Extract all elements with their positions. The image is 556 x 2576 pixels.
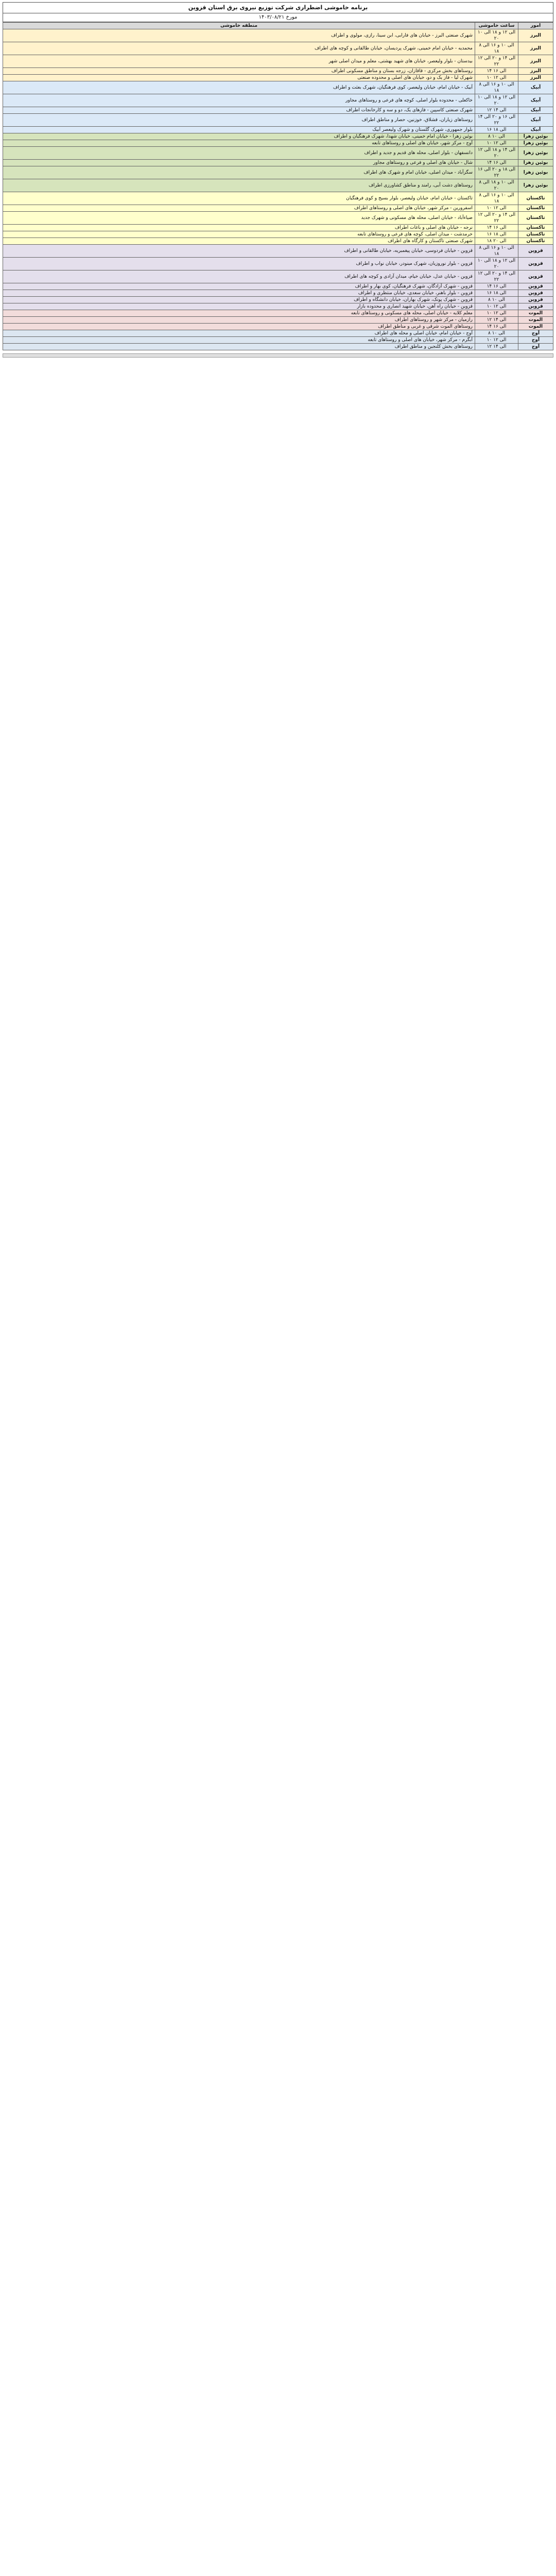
column-header-area: منطقه خاموشی [3, 23, 475, 29]
outage-area-cell: قزوین - شهرک آزادگان، شهرک فرهنگیان، کوی بهار و اطراف [3, 283, 475, 290]
table-row [3, 283, 553, 290]
city-cell: آوج [518, 344, 553, 350]
table-row [3, 147, 553, 160]
city-cell: البرز [518, 55, 553, 68]
city-cell: آبیک [518, 127, 553, 133]
city-cell: بوئین زهرا [518, 133, 553, 140]
table-row [3, 212, 553, 225]
outage-time-cell: ۱۶ الی ۱۸ [475, 290, 518, 297]
table-row [3, 297, 553, 303]
outage-area-cell: ضیاءآباد - خیابان اصلی، محله های مسکونی و شهرک جدید [3, 212, 475, 225]
outage-time-cell: ۱۰ الی ۱۲ و ۱۸ الی ۲۰ [475, 258, 518, 270]
outage-time-cell: ۱۴ الی ۱۶ [475, 283, 518, 290]
table-row [3, 81, 553, 94]
outage-area-cell: بلوار جمهوری، شهرک گلستان و شهرک ولیعصر آبیک [3, 127, 475, 133]
city-cell: آبیک [518, 81, 553, 94]
outage-time-cell: ۱۴ الی ۱۶ [475, 68, 518, 75]
outage-time-cell: ۱۰ الی ۱۲ [475, 310, 518, 317]
outage-time-cell: ۸ الی ۱۰ و ۱۶ الی ۱۸ [475, 42, 518, 55]
outage-area-cell: خاکعلی - محدوده بلوار اصلی، کوچه های فرعی و روستاهای مجاور [3, 94, 475, 107]
table-row [3, 55, 553, 68]
outage-area-cell: تاکستان - خیابان امام، خیابان ولیعصر، بلوار بسیج و کوی فرهنگیان [3, 192, 475, 205]
table-row [3, 192, 553, 205]
table-row [3, 245, 553, 258]
outage-area-cell: معلم کلایه - خیابان اصلی، محله های مسکونی و روستاهای تابعه [3, 310, 475, 317]
outage-time-cell: ۱۶ الی ۱۸ [475, 127, 518, 133]
outage-time-cell: ۱۲ الی ۱۴ و ۱۸ الی ۲۰ [475, 147, 518, 160]
outage-table [3, 22, 553, 350]
city-cell: الموت [518, 324, 553, 330]
city-cell: بوئین زهرا [518, 140, 553, 147]
city-cell: تاکستان [518, 205, 553, 212]
outage-time-cell: ۸ الی ۱۰ و ۱۶ الی ۱۸ [475, 245, 518, 258]
city-cell: آبیک [518, 94, 553, 107]
outage-area-cell: آوج - خیابان امام، خیابان اصلی و محله های اطراف [3, 330, 475, 337]
table-row [3, 75, 553, 81]
table-body [3, 29, 553, 350]
city-cell: بوئین زهرا [518, 166, 553, 179]
table-row [3, 205, 553, 212]
city-cell: قزوین [518, 303, 553, 310]
outage-area-cell: شهرک صنعتی تاکستان و کارگاه های اطراف [3, 238, 475, 245]
outage-area-cell: روستاهای بخش مرکزی - قاقازان، زرجه بستان و مناطق مسکونی اطراف [3, 68, 475, 75]
footer-strip [3, 353, 553, 358]
outage-time-cell: ۸ الی ۱۰ و ۱۸ الی ۲۰ [475, 179, 518, 192]
city-cell: آوج [518, 337, 553, 344]
outage-time-cell: ۱۲ الی ۱۴ و ۲۰ الی ۲۲ [475, 55, 518, 68]
table-row [3, 160, 553, 166]
outage-time-cell: ۸ الی ۱۰ [475, 297, 518, 303]
city-cell: البرز [518, 68, 553, 75]
outage-time-cell: ۱۴ الی ۱۶ [475, 160, 518, 166]
table-row [3, 238, 553, 245]
outage-area-cell: بوئین زهرا - خیابان امام خمینی، خیابان شهدا، شهرک فرهنگیان و اطراف [3, 133, 475, 140]
city-cell: البرز [518, 29, 553, 42]
outage-time-cell: ۱۴ الی ۱۶ [475, 225, 518, 231]
city-cell: تاکستان [518, 212, 553, 225]
schedule-date: مورخ ۱۴۰۳/۰۸/۲۱ [3, 13, 553, 22]
table-row [3, 270, 553, 283]
schedule-sheet [3, 0, 553, 361]
outage-area-cell: رازمیان - مرکز شهر و روستاهای اطراف [3, 317, 475, 324]
column-header-city: امور [518, 23, 553, 29]
table-row [3, 225, 553, 231]
table-row [3, 330, 553, 337]
table-row [3, 290, 553, 297]
outage-area-cell: قزوین - خیابان راه آهن، خیابان شهید انصاری و محدوده بازار [3, 303, 475, 310]
table-row [3, 324, 553, 330]
outage-time-cell: ۱۶ الی ۱۸ [475, 231, 518, 238]
outage-area-cell: قزوین - خیابان فردوسی، خیابان پیغمبریه، خیابان طالقانی و اطراف [3, 245, 475, 258]
outage-time-cell: ۸ الی ۱۰ [475, 330, 518, 337]
table-row [3, 317, 553, 324]
outage-area-cell: بیدستان - بلوار ولیعصر، خیابان های شهید بهشتی، معلم و میدان اصلی شهر [3, 55, 475, 68]
outage-time-cell: ۱۰ الی ۱۲ [475, 75, 518, 81]
outage-area-cell: شهرک صنعتی البرز - خیابان های فارابی، ابن سینا، رازی، مولوی و اطراف [3, 29, 475, 42]
city-cell: قزوین [518, 245, 553, 258]
city-cell: بوئین زهرا [518, 179, 553, 192]
outage-time-cell: ۱۴ الی ۱۶ و ۲۰ الی ۲۲ [475, 114, 518, 127]
outage-time-cell: ۱۲ الی ۱۴ [475, 107, 518, 114]
outage-time-cell: ۱۲ الی ۱۴ و ۲۰ الی ۲۲ [475, 212, 518, 225]
table-row [3, 166, 553, 179]
city-cell: الموت [518, 317, 553, 324]
table-row [3, 29, 553, 42]
table-row [3, 258, 553, 270]
outage-area-cell: روستاهای الموت شرقی و غربی و مناطق اطراف [3, 324, 475, 330]
outage-time-cell: ۱۲ الی ۱۴ و ۲۰ الی ۲۲ [475, 270, 518, 283]
city-cell: بوئین زهرا [518, 147, 553, 160]
outage-area-cell: شال - خیابان های اصلی و فرعی و روستاهای مجاور [3, 160, 475, 166]
outage-area-cell: آبیک - خیابان امام، خیابان ولیعصر، کوی فرهنگیان، شهرک بعثت و اطراف [3, 81, 475, 94]
outage-area-cell: خرمدشت - میدان اصلی، کوچه های فرعی و روستاهای تابعه [3, 231, 475, 238]
table-row [3, 127, 553, 133]
outage-area-cell: روستاهای زیاران، قشلاق، خوزنین، حصار و مناطق اطراف [3, 114, 475, 127]
outage-time-cell: ۱۰ الی ۱۲ و ۱۸ الی ۲۰ [475, 29, 518, 42]
column-header-time: ساعت خاموشی [475, 23, 518, 29]
city-cell: بوئین زهرا [518, 160, 553, 166]
outage-area-cell: دانسفهان - بلوار اصلی، محله های قدیم و جدید و اطراف [3, 147, 475, 160]
table-row [3, 42, 553, 55]
table-header-row [3, 23, 553, 29]
city-cell: آوج [518, 330, 553, 337]
outage-area-cell: شهرک صنعتی کاسپین - فازهای یک، دو و سه و کارخانجات اطراف [3, 107, 475, 114]
outage-area-cell: محمدیه - خیابان امام خمینی، شهرک پردیسان، خیابان طالقانی و کوچه های اطراف [3, 42, 475, 55]
outage-area-cell: اسفرورین - مرکز شهر، خیابان های اصلی و روستاهای اطراف [3, 205, 475, 212]
outage-area-cell: آبگرم - مرکز شهر، خیابان های اصلی و روستاهای تابعه [3, 337, 475, 344]
outage-time-cell: ۱۰ الی ۱۲ [475, 303, 518, 310]
table-row [3, 107, 553, 114]
table-row [3, 344, 553, 350]
table-row [3, 94, 553, 107]
outage-time-cell: ۱۰ الی ۱۲ و ۱۸ الی ۲۰ [475, 94, 518, 107]
city-cell: قزوین [518, 297, 553, 303]
table-row [3, 68, 553, 75]
city-cell: قزوین [518, 258, 553, 270]
outage-time-cell: ۱۴ الی ۱۶ [475, 324, 518, 330]
outage-area-cell: قزوین - بلوار نوروزیان، شهرک مینودر، خیابان نواب و اطراف [3, 258, 475, 270]
outage-area-cell: نرجه - خیابان های اصلی و باغات اطراف [3, 225, 475, 231]
table-row [3, 114, 553, 127]
outage-area-cell: روستاهای دشت آبی، رامند و مناطق کشاورزی اطراف [3, 179, 475, 192]
schedule-title: برنامه خاموشی اضطراری شرکت توزیع نیروی برق استان قزوین [3, 2, 553, 13]
city-cell: تاکستان [518, 238, 553, 245]
outage-area-cell: شهرک لیا - فاز یک و دو، خیابان های اصلی و محدوده صنعتی [3, 75, 475, 81]
outage-time-cell: ۱۰ الی ۱۲ [475, 337, 518, 344]
city-cell: قزوین [518, 270, 553, 283]
outage-time-cell: ۸ الی ۱۰ و ۱۶ الی ۱۸ [475, 192, 518, 205]
city-cell: آبیک [518, 107, 553, 114]
outage-time-cell: ۱۰ الی ۱۲ [475, 140, 518, 147]
city-cell: البرز [518, 75, 553, 81]
outage-time-cell: ۱۲ الی ۱۴ [475, 317, 518, 324]
outage-time-cell: ۸ الی ۱۰ [475, 133, 518, 140]
city-cell: تاکستان [518, 225, 553, 231]
outage-time-cell: ۱۸ الی ۲۰ [475, 238, 518, 245]
table-row [3, 179, 553, 192]
table-row [3, 133, 553, 140]
table-row [3, 310, 553, 317]
outage-time-cell: ۱۰ الی ۱۲ [475, 205, 518, 212]
outage-time-cell: ۸ الی ۱۰ و ۱۶ الی ۱۸ [475, 81, 518, 94]
outage-area-cell: قزوین - بلوار باهنر، خیابان سعدی، خیابان منتظری و اطراف [3, 290, 475, 297]
table-row [3, 140, 553, 147]
city-cell: قزوین [518, 283, 553, 290]
outage-time-cell: ۱۶ الی ۱۸ و ۲۰ الی ۲۲ [475, 166, 518, 179]
city-cell: الموت [518, 310, 553, 317]
table-row [3, 337, 553, 344]
outage-area-cell: قزوین - خیابان عدل، خیابان خیام، میدان آزادی و کوچه های اطراف [3, 270, 475, 283]
outage-area-cell: آوج - مرکز شهر، خیابان های اصلی و روستاهای تابعه [3, 140, 475, 147]
city-cell: آبیک [518, 114, 553, 127]
outage-area-cell: قزوین - شهرک پونک، شهرک بهاران، خیابان دانشگاه و اطراف [3, 297, 475, 303]
city-cell: البرز [518, 42, 553, 55]
table-row [3, 303, 553, 310]
city-cell: تاکستان [518, 231, 553, 238]
outage-area-cell: سگزآباد - میدان اصلی، خیابان امام و شهرک های اطراف [3, 166, 475, 179]
outage-time-cell: ۱۲ الی ۱۴ [475, 344, 518, 350]
outage-area-cell: روستاهای بخش کلنجین و مناطق اطراف [3, 344, 475, 350]
table-row [3, 231, 553, 238]
city-cell: قزوین [518, 290, 553, 297]
city-cell: تاکستان [518, 192, 553, 205]
